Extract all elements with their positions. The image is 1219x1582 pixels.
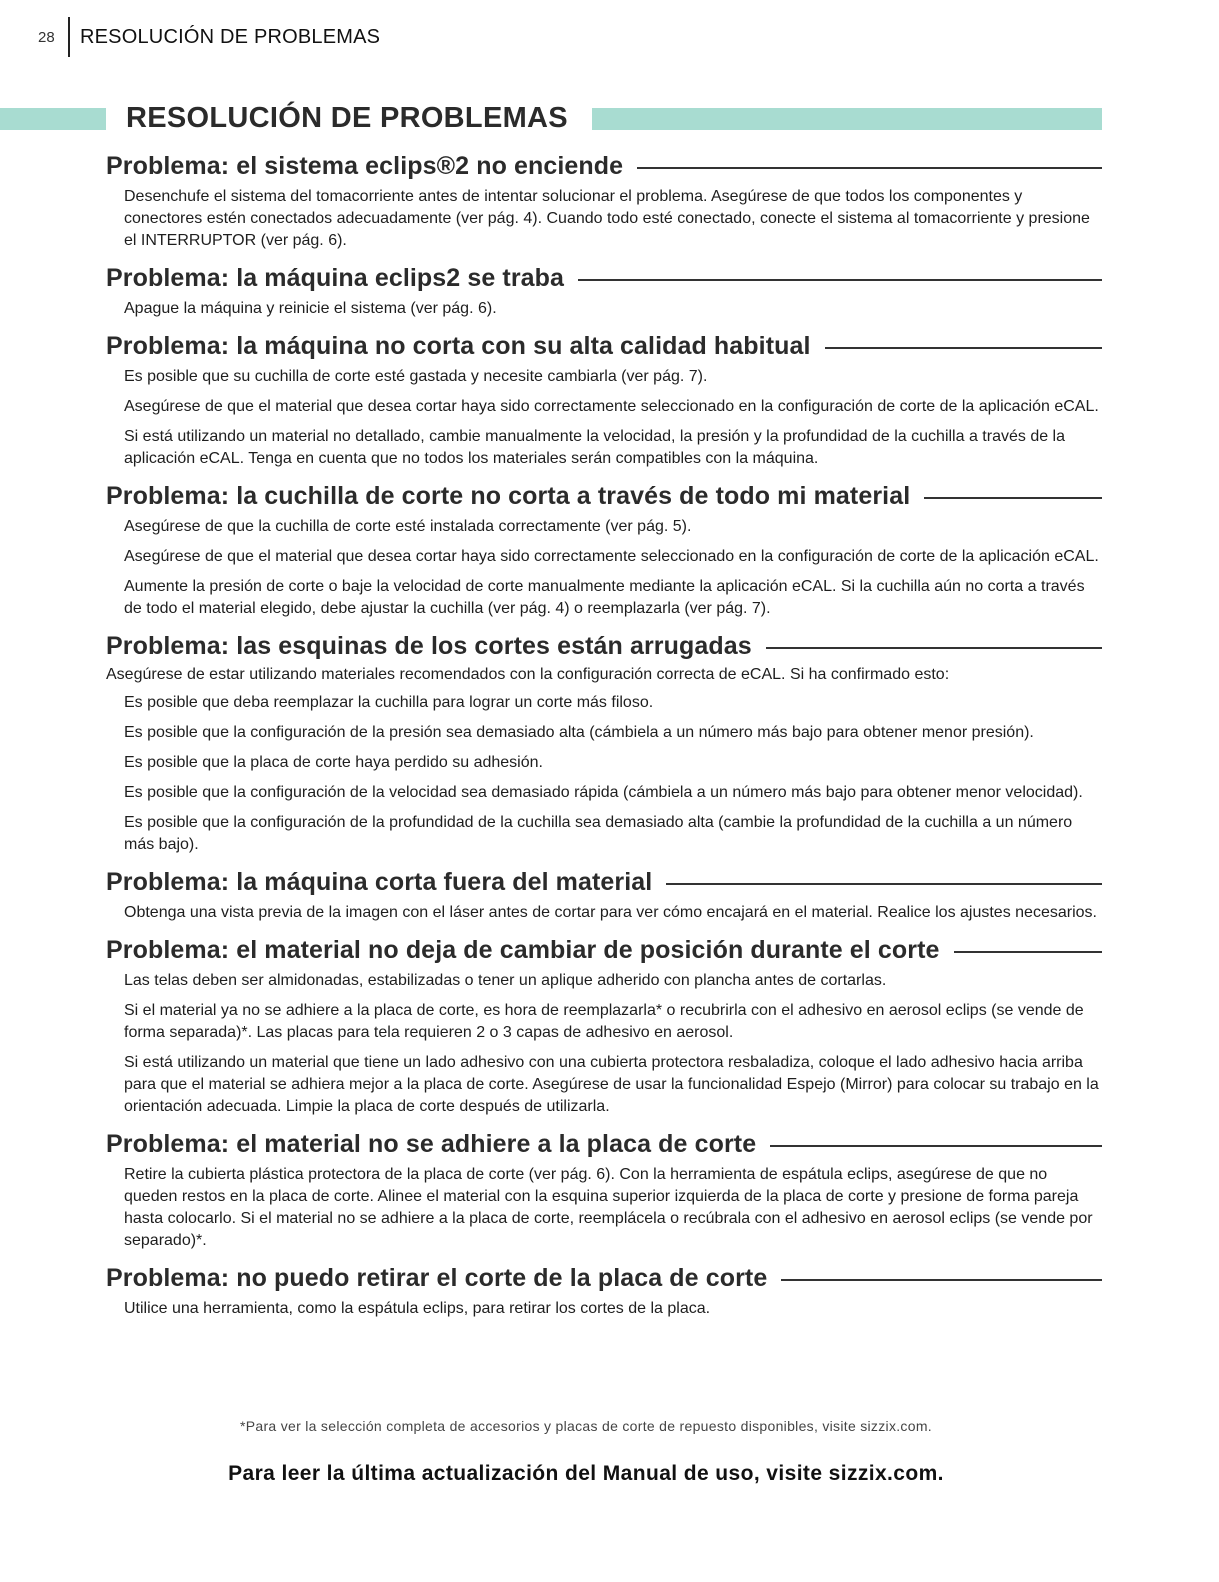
heading-rule [781, 1279, 1102, 1281]
problem-intro: Asegúrese de estar utilizando materiales recomendados con la configuración correcta de eCAL. Si ha confirmado esto: [106, 666, 950, 683]
problem-heading-text: Problema: el material no se adhiere a la placa de corte [106, 1129, 757, 1158]
problem-heading [106, 932, 1102, 968]
solution-paragraph: Asegúrese de que el material que desea cortar haya sido correctamente seleccionado en la configuración de corte de la aplicación eCAL. [124, 398, 1099, 415]
problem-heading-text: Problema: no puedo retirar el corte de la placa de corte [106, 1263, 768, 1292]
solution-paragraph: Asegúrese de que la cuchilla de corte esté instalada correctamente (ver pág. 5). [124, 518, 692, 535]
banner-accent-left [0, 108, 106, 130]
heading-rule [924, 497, 1102, 499]
problem-section [106, 628, 1102, 856]
solution-paragraph: Utilice una herramienta, como la espátula eclips, para retirar los cortes de la placa. [124, 1300, 711, 1317]
heading-rule [666, 883, 1102, 885]
solution-paragraph: Desenchufe el sistema del tomacorriente antes de intentar solucionar el problema. Asegúrese de que todos los componentes y conectores estén conectados adecuadamente (ver pág. 4). Cuando todo esté conectado, conecte el sistema al tomacorriente y presione el INTERRUPTOR (ver pág. 6). [124, 188, 1090, 249]
problem-heading [106, 260, 1102, 296]
heading-rule [825, 347, 1102, 349]
problem-heading [106, 1260, 1102, 1296]
problem-section [106, 1260, 1102, 1320]
heading-rule [770, 1145, 1102, 1147]
solution-paragraph: Es posible que la configuración de la velocidad sea demasiado rápida (cámbiela a un número más bajo para obtener menor velocidad). [124, 784, 1083, 801]
banner-accent-right [592, 108, 1102, 130]
solution-paragraph: Las telas deben ser almidonadas, estabilizadas o tener un aplique adherido con plancha antes de cortarlas. [124, 972, 887, 989]
problem-heading [106, 328, 1102, 364]
solution-paragraph: Si está utilizando un material no detallado, cambie manualmente la velocidad, la presión y la profundidad de la cuchilla a través de la aplicación eCAL. Tenga en cuenta que no todos los materiales serán compatibles con la máquina. [124, 428, 1066, 467]
page-header [38, 16, 380, 58]
troubleshooting-list [106, 146, 1102, 1328]
problem-heading-text: Problema: el material no deja de cambiar de posición durante el corte [106, 935, 940, 964]
solution-paragraph: Es posible que la configuración de la profundidad de la cuchilla sea demasiado alta (cambie la profundidad de la cuchilla a un número más bajo). [124, 814, 1073, 853]
solution-paragraph: Es posible que la placa de corte haya perdido su adhesión. [124, 754, 543, 771]
solution-paragraph: Es posible que su cuchilla de corte esté gastada y necesite cambiarla (ver pág. 7). [124, 368, 708, 385]
problem-heading-text: Problema: la máquina corta fuera del material [106, 867, 653, 896]
solution-paragraph: Es posible que la configuración de la presión sea demasiado alta (cámbiela a un número más bajo para obtener menor presión). [124, 724, 1034, 741]
problem-heading-text: Problema: la cuchilla de corte no corta a través de todo mi material [106, 481, 911, 510]
problem-section [106, 328, 1102, 470]
problem-heading [106, 1126, 1102, 1162]
problem-heading-text: Problema: las esquinas de los cortes están arrugadas [106, 631, 752, 660]
heading-rule [637, 167, 1102, 169]
solution-paragraph: Aumente la presión de corte o baje la velocidad de corte manualmente mediante la aplicación eCAL. Si la cuchilla aún no corta a través de todo el material elegido, debe ajustar la cuchilla (ver pág. 4) o reemplazarla (ver pág. 7). [124, 578, 1085, 617]
footnote: *Para ver la selección completa de accesorios y placas de corte de repuesto disponibles, visite sizzix.com. [240, 1418, 932, 1434]
problem-heading [106, 864, 1102, 900]
heading-rule [766, 647, 1102, 649]
solution-paragraph: Si el material ya no se adhiere a la placa de corte, es hora de reemplazarla* o recubrirla con el adhesivo en aerosol eclips (se vende de forma separada)*. Las placas para tela requieren 2 o 3 capas de adhesivo en aerosol. [124, 1002, 1084, 1041]
solution-paragraph: Si está utilizando un material que tiene un lado adhesivo con una cubierta protectora resbaladiza, coloque el lado adhesivo hacia arriba para que el material se adhiera mejor a la placa de corte. Asegúrese de usar la funcionalidad Espejo (Mirror) para colocar su trabajo en la orientación adecuada. Limpie la placa de corte después de utilizarla. [124, 1054, 1099, 1115]
solution-paragraph: Asegúrese de que el material que desea cortar haya sido correctamente seleccionado en la configuración de corte de la aplicación eCAL. [124, 548, 1099, 565]
page-number: 28 [38, 28, 55, 46]
solution-paragraph: Obtenga una vista previa de la imagen con el láser antes de cortar para ver cómo encajará en el material. Realice los ajustes necesarios. [124, 904, 1097, 921]
header-divider [68, 17, 70, 57]
problem-heading [106, 478, 1102, 514]
problem-section [106, 932, 1102, 1118]
solution-paragraph: Apague la máquina y reinicie el sistema (ver pág. 6). [124, 300, 497, 317]
problem-section [106, 478, 1102, 620]
problem-section [106, 260, 1102, 320]
problem-heading [106, 628, 1102, 664]
section-banner [0, 104, 1102, 132]
running-title: RESOLUCIÓN DE PROBLEMAS [80, 25, 381, 48]
problem-heading-text: Problema: la máquina no corta con su alta calidad habitual [106, 331, 811, 360]
solution-paragraph: Es posible que deba reemplazar la cuchilla para lograr un corte más filoso. [124, 694, 654, 711]
problem-heading [106, 148, 1102, 184]
heading-rule [954, 951, 1102, 953]
problem-heading-text: Problema: la máquina eclips2 se traba [106, 263, 565, 292]
heading-rule [578, 279, 1102, 281]
problem-section [106, 1126, 1102, 1252]
problem-heading-text: Problema: el sistema eclips®2 no enciende [106, 151, 624, 180]
solution-paragraph: Retire la cubierta plástica protectora de la placa de corte (ver pág. 6). Con la herramienta de espátula eclips, asegúrese de que no queden restos en la placa de corte. Alinee el material con la esquina superior izquierda de la placa de corte y presione de forma pareja hasta colocarlo. Si el material no se adhiere a la placa de corte, reemplácela o recúbrala con el adhesivo en aerosol eclips (se vende por separado)*. [124, 1166, 1093, 1249]
footer-callout: Para leer la última actualización del Manual de uso, visite sizzix.com. [228, 1462, 944, 1485]
problem-section [106, 864, 1102, 924]
page-title: RESOLUCIÓN DE PROBLEMAS [126, 102, 568, 134]
problem-section [106, 148, 1102, 252]
